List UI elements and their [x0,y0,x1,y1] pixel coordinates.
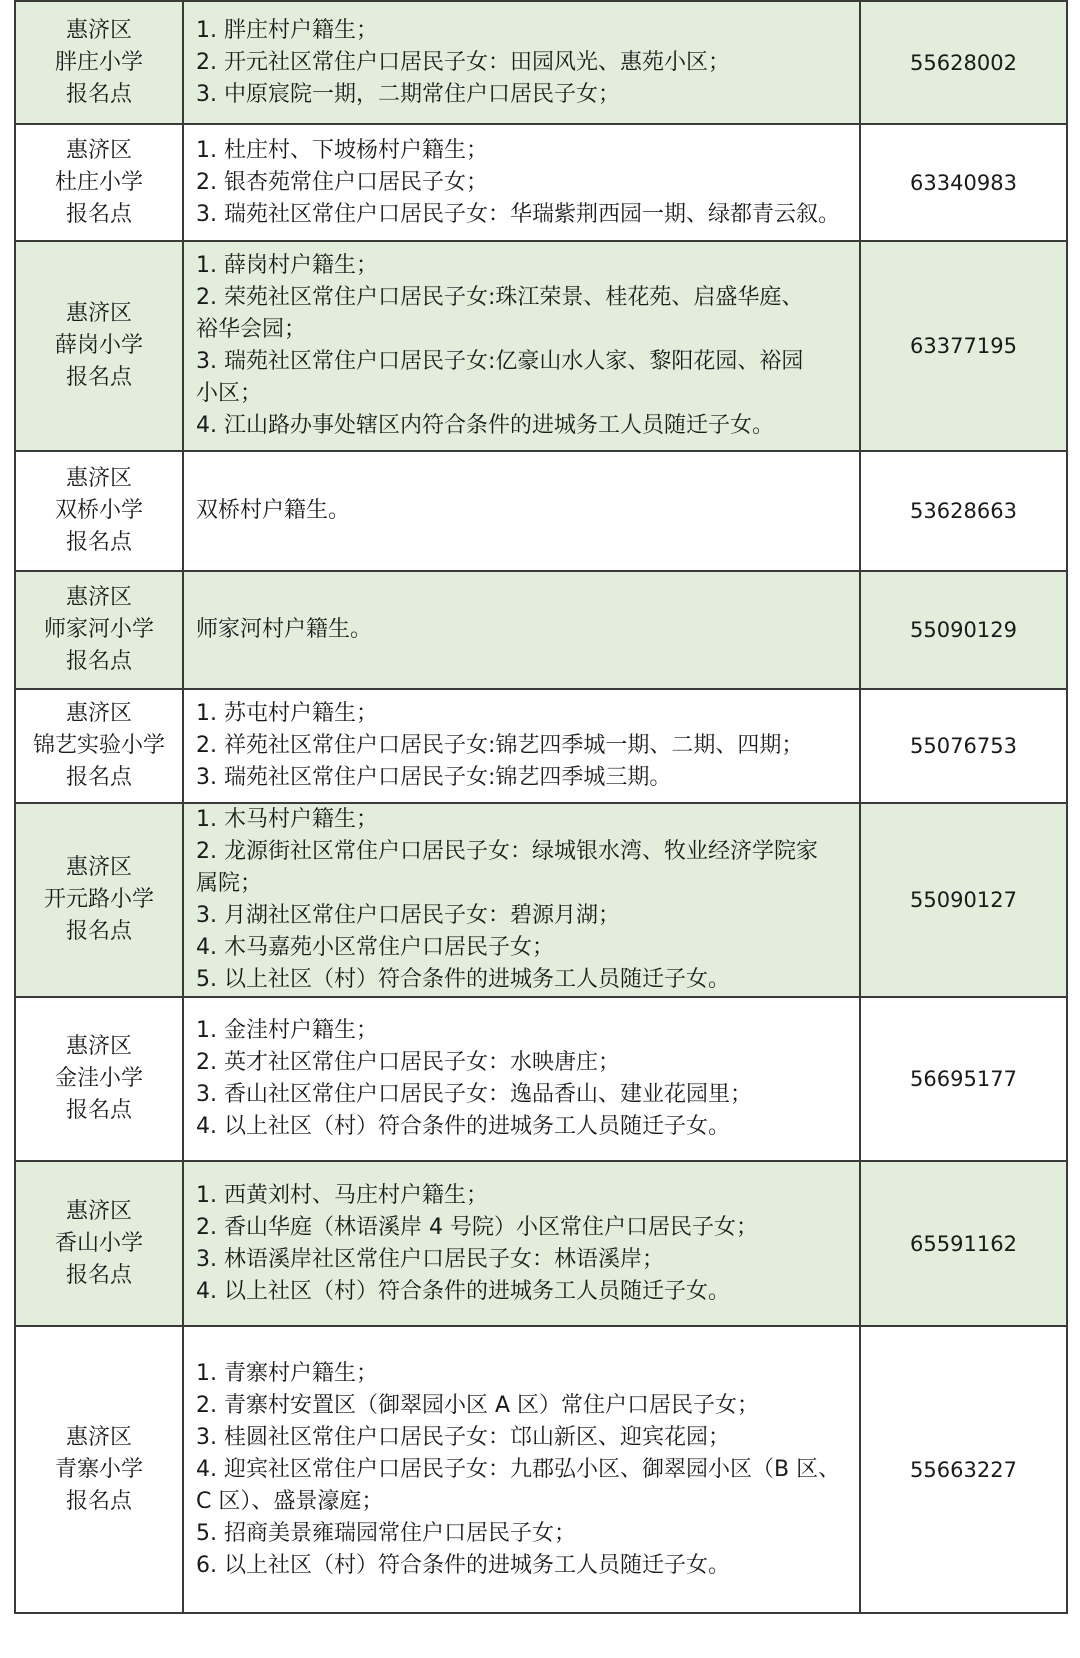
registration-table [14,0,1068,1614]
phone-cell: 65591162 [860,1161,1067,1326]
table-row [15,997,1067,1161]
area-cell: 1. 金洼村户籍生； 2. 英才社区常住户口居民子女：水映唐庄； 3. 香山社区常住户口居民子女：逸品香山、建业花园里； 4. 以上社区（村）符合条件的进城务工人员随迁子女。 [183,997,860,1161]
school-cell: 惠济区 双桥小学 报名点 [15,451,183,571]
area-cell: 1. 薛岗村户籍生； 2. 荣苑社区常住户口居民子女:珠江荣景、桂花苑、启盛华庭、 裕华会园； 3. 瑞苑社区常住户口居民子女:亿豪山水人家、黎阳花园、裕园 小区； 4. 江山路办事处辖区内符合条件的进城务工人员随迁子女。 [183,241,860,451]
school-cell: 惠济区 金洼小学 报名点 [15,997,183,1161]
table-row [15,1326,1067,1613]
table-row [15,689,1067,803]
area-cell: 师家河村户籍生。 [183,571,860,689]
phone-cell: 55090129 [860,571,1067,689]
phone-cell: 55076753 [860,689,1067,803]
school-cell: 惠济区 胖庄小学 报名点 [15,1,183,124]
phone-cell: 56695177 [860,997,1067,1161]
phone-cell: 63340983 [860,124,1067,241]
school-cell: 惠济区 薛岗小学 报名点 [15,241,183,451]
area-cell: 1. 胖庄村户籍生； 2. 开元社区常住户口居民子女：田园风光、惠苑小区； 3. 中原宸院一期，二期常住户口居民子女； [183,1,860,124]
phone-cell: 63377195 [860,241,1067,451]
table-row [15,803,1067,997]
area-cell: 1. 青寨村户籍生； 2. 青寨村安置区（御翠园小区 A 区）常住户口居民子女； 3. 桂圆社区常住户口居民子女：邙山新区、迎宾花园； 4. 迎宾社区常住户口居民子女：九郡弘小区、御翠园小区（B 区、 C 区）、盛景濠庭； 5. 招商美景雍瑞园常住户口居民子女； 6. 以上社区（村）符合条件的进城务工人员随迁子女。 [183,1326,860,1613]
school-cell: 惠济区 锦艺实验小学 报名点 [15,689,183,803]
phone-cell: 53628663 [860,451,1067,571]
table-row [15,1161,1067,1326]
area-cell: 1. 西黄刘村、马庄村户籍生； 2. 香山华庭（林语溪岸 4 号院）小区常住户口居民子女； 3. 林语溪岸社区常住户口居民子女：林语溪岸； 4. 以上社区（村）符合条件的进城务工人员随迁子女。 [183,1161,860,1326]
table-row [15,571,1067,689]
area-cell: 双桥村户籍生。 [183,451,860,571]
table-row [15,241,1067,451]
area-cell: 1. 木马村户籍生； 2. 龙源街社区常住户口居民子女：绿城银水湾、牧业经济学院家 属院； 3. 月湖社区常住户口居民子女：碧源月湖； 4. 木马嘉苑小区常住户口居民子女； 5. 以上社区（村）符合条件的进城务工人员随迁子女。 [183,803,860,997]
phone-cell: 55663227 [860,1326,1067,1613]
school-cell: 惠济区 香山小学 报名点 [15,1161,183,1326]
phone-cell: 55628002 [860,1,1067,124]
area-cell: 1. 苏屯村户籍生； 2. 祥苑社区常住户口居民子女:锦艺四季城一期、二期、四期； 3. 瑞苑社区常住户口居民子女:锦艺四季城三期。 [183,689,860,803]
school-cell: 惠济区 青寨小学 报名点 [15,1326,183,1613]
table-row [15,124,1067,241]
school-cell: 惠济区 开元路小学 报名点 [15,803,183,997]
table-row [15,451,1067,571]
phone-cell: 55090127 [860,803,1067,997]
area-cell: 1. 杜庄村、下坡杨村户籍生； 2. 银杏苑常住户口居民子女； 3. 瑞苑社区常住户口居民子女：华瑞紫荆西园一期、绿都青云叙。 [183,124,860,241]
school-cell: 惠济区 师家河小学 报名点 [15,571,183,689]
school-cell: 惠济区 杜庄小学 报名点 [15,124,183,241]
table-row [15,1,1067,124]
